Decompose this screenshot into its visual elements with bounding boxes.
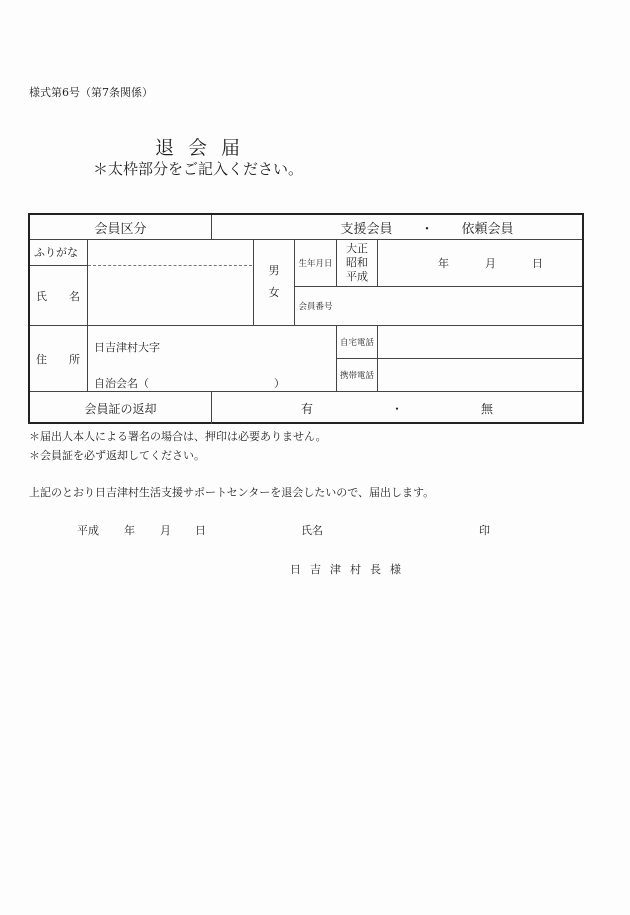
member-type-options[interactable] [212, 215, 582, 239]
page-title: 退会届 [155, 137, 255, 159]
gender-select[interactable] [254, 239, 294, 325]
signature-day: 日 [195, 524, 206, 537]
furigana-label: ふりがな [34, 246, 78, 259]
signature-year: 年 [124, 524, 135, 537]
year-label: 年 [438, 256, 449, 270]
name-input[interactable] [88, 266, 253, 325]
form-number: 様式第6号（第7条関係） [29, 86, 153, 99]
name-label: 氏 名 [36, 289, 80, 303]
note-signature: ＊届出人本人による署名の場合は、押印は必要ありません。 [29, 430, 327, 443]
era-showa[interactable]: 昭和 [346, 255, 368, 269]
furigana-input[interactable] [88, 239, 253, 265]
seal-mark: 印 [479, 524, 490, 537]
request-member-option[interactable]: 依頼会員 [461, 221, 514, 237]
mobile-phone-label: 携帯電話 [339, 371, 374, 381]
note-return-card: ＊会員証を必ず返却してください。 [29, 449, 205, 462]
separator: ・ [420, 221, 434, 237]
signature-era: 平成 [77, 524, 99, 537]
birthdate-label: 生年月日 [298, 258, 333, 269]
addressee: 日吉津村長様 [290, 563, 410, 576]
card-return-options[interactable] [212, 392, 582, 424]
address-prefix: 日吉津村大字 [94, 341, 160, 354]
gender-male[interactable]: 男 [268, 264, 280, 277]
support-member-option[interactable]: 支援会員 [340, 221, 393, 237]
card-return-no[interactable]: 無 [481, 401, 494, 416]
birthdate-input[interactable] [378, 239, 582, 286]
era-select[interactable] [337, 239, 377, 286]
member-number-label: 会員番号 [298, 302, 333, 312]
gender-female[interactable]: 女 [268, 286, 280, 299]
day-label: 日 [532, 256, 543, 270]
home-phone-label: 自宅電話 [339, 338, 374, 348]
month-label: 月 [485, 256, 496, 270]
statement-text: 上記のとおり日吉津村生活支援サポートセンターを退会したいので、届出します。 [29, 486, 435, 499]
era-taisho[interactable]: 大正 [346, 241, 368, 255]
instruction-text: ＊太枠部分をご記入ください。 [93, 160, 304, 178]
signature-name-label: 氏名 [301, 524, 323, 537]
home-phone-input[interactable] [378, 326, 582, 358]
era-heisei[interactable]: 平成 [346, 269, 368, 283]
council-name-label: 自治会名（ [94, 377, 149, 390]
withdrawal-form-table [28, 213, 584, 424]
member-type-label: 会員区分 [94, 221, 147, 237]
separator: ・ [390, 401, 403, 416]
member-number-input[interactable] [337, 287, 582, 325]
address-label: 住 所 [36, 352, 80, 366]
mobile-phone-input[interactable] [378, 359, 582, 391]
card-return-yes[interactable]: 有 [300, 401, 313, 416]
signature-month: 月 [160, 524, 171, 537]
council-name-close: ） [274, 377, 285, 390]
card-return-label: 会員証の返却 [84, 401, 157, 416]
